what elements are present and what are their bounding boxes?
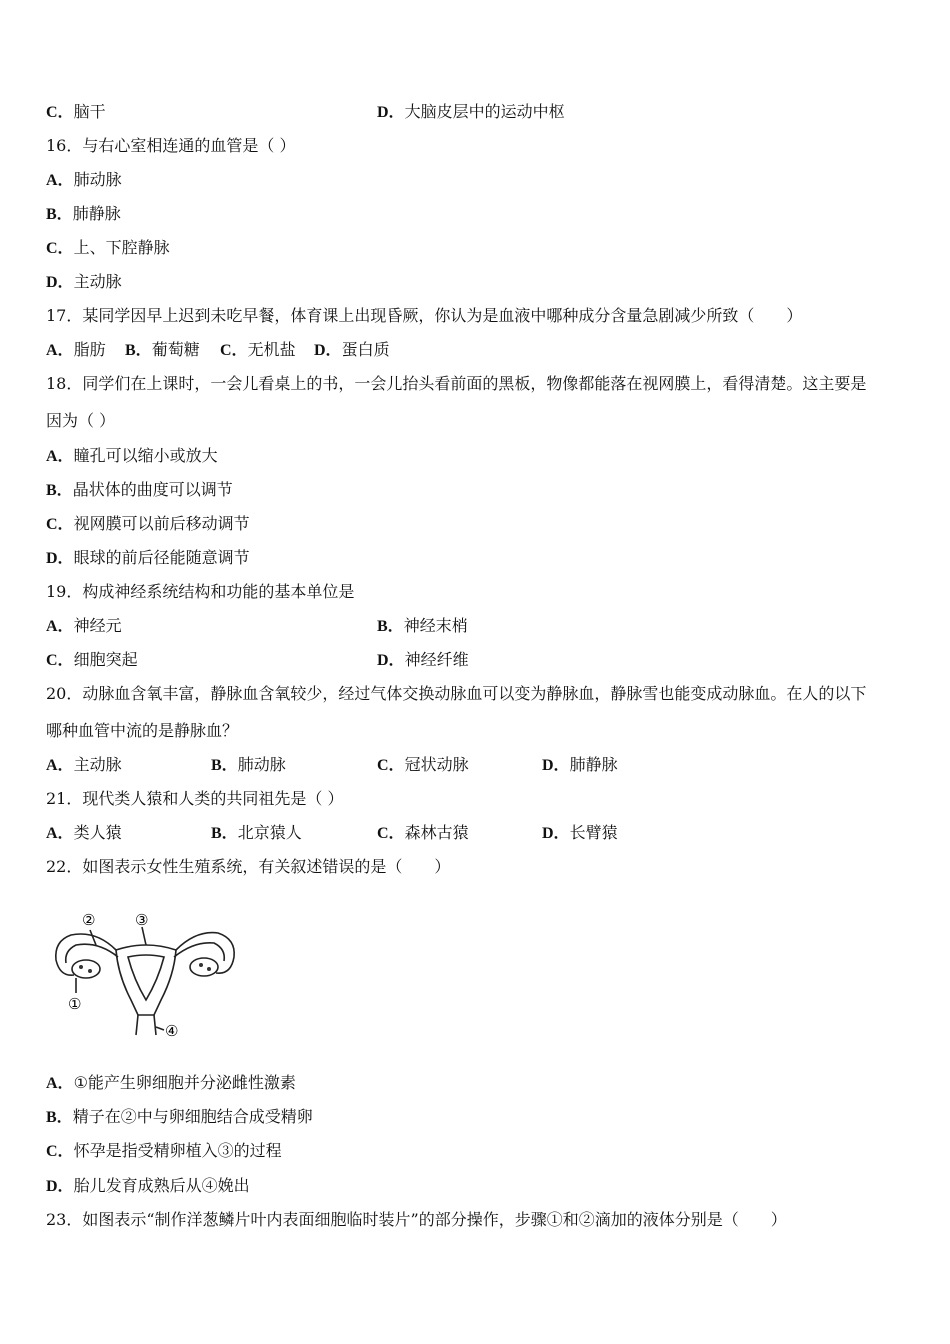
q19-option-d: D．神经纤维 xyxy=(377,650,469,669)
q20-option-c: C．冠状动脉 xyxy=(377,755,469,774)
left-fallopian-tube xyxy=(56,934,116,975)
q16-stem: 16．与右心室相连通的血管是（ ） xyxy=(46,136,296,155)
q21-stem: 21．现代类人猿和人类的共同祖先是（ ） xyxy=(46,789,344,808)
q20-option-b: B．肺动脉 xyxy=(211,755,286,774)
q16-option-c: C．上、下腔静脉 xyxy=(46,238,170,257)
ovary-dot xyxy=(88,969,92,973)
leader-line-4 xyxy=(156,1027,164,1030)
q21-option-d: D．长臂猿 xyxy=(542,823,618,842)
q15-option-c: C．脑干 xyxy=(46,102,106,121)
q22-option-c: C．怀孕是指受精卵植入③的过程 xyxy=(46,1141,282,1160)
right-ovary xyxy=(190,958,218,976)
q19-stem: 19．构成神经系统结构和功能的基本单位是 xyxy=(46,582,355,601)
q17-option-b: B．葡萄糖 xyxy=(125,340,200,359)
left-ovary xyxy=(72,960,100,978)
q18-stem-line2: 因为（ ） xyxy=(46,411,116,430)
q21-option-c: C．森林古猿 xyxy=(377,823,469,842)
leader-line-3 xyxy=(142,927,146,945)
q23-stem: 23．如图表示“制作洋葱鳞片叶内表面细胞临时装片”的部分操作，步骤①和②滴加的液体分别是（ ） xyxy=(46,1210,787,1229)
q22-option-d: D．胎儿发育成熟后从④娩出 xyxy=(46,1176,250,1195)
reproductive-organs-outline xyxy=(56,927,234,1035)
q19-option-a: A．神经元 xyxy=(46,616,122,635)
q16-option-b: B．肺静脉 xyxy=(46,204,121,223)
q22-option-a: A．①能产生卵细胞并分泌雌性激素 xyxy=(46,1073,296,1092)
q17-option-d: D．蛋白质 xyxy=(314,340,390,359)
q20-option-d: D．肺静脉 xyxy=(542,755,618,774)
q20-stem-line2: 哪种血管中流的是静脉血？ xyxy=(46,721,239,740)
diagram-label-2: ② xyxy=(82,911,96,929)
q21-option-a: A．类人猿 xyxy=(46,823,122,842)
q15-option-d: D．大脑皮层中的运动中枢 xyxy=(377,102,565,121)
q22-stem: 22．如图表示女性生殖系统，有关叙述错误的是（ ） xyxy=(46,857,451,876)
q16-option-a: A．肺动脉 xyxy=(46,170,122,189)
ovary-dot xyxy=(207,967,211,971)
diagram-label-1: ① xyxy=(68,995,82,1013)
q19-option-c: C．细胞突起 xyxy=(46,650,138,669)
q17-option-c: C．无机盐 xyxy=(220,340,296,359)
q18-option-a: A．瞳孔可以缩小或放大 xyxy=(46,446,218,465)
ovary-dot xyxy=(79,965,83,969)
right-fallopian-tube xyxy=(176,933,234,974)
q18-option-b: B．晶状体的曲度可以调节 xyxy=(46,480,233,499)
q22-option-b: B．精子在②中与卵细胞结合成受精卵 xyxy=(46,1107,313,1126)
q21-option-b: B．北京猿人 xyxy=(211,823,302,842)
q16-option-d: D．主动脉 xyxy=(46,272,122,291)
q17-option-a: A．脂肪 xyxy=(46,340,106,359)
diagram-label-3: ③ xyxy=(135,911,149,929)
leader-line-2 xyxy=(90,930,96,945)
q17-stem: 17．某同学因早上迟到未吃早餐，体育课上出现昏厥，你认为是血液中哪种成分含量急剧减少所致（ ） xyxy=(46,306,803,325)
female-reproductive-system-diagram xyxy=(46,905,246,1045)
vagina-outline xyxy=(136,1015,156,1035)
q18-option-c: C．视网膜可以前后移动调节 xyxy=(46,514,250,533)
diagram-label-4: ④ xyxy=(165,1022,179,1040)
q20-stem-line1: 20．动脉血含氧丰富，静脉血含氧较少，经过气体交换动脉血可以变为静脉血，静脉雪也能变成动脉血。在人的以下 xyxy=(46,684,867,703)
uterine-cavity xyxy=(128,955,164,1000)
ovary-dot xyxy=(199,963,203,967)
q18-stem-line1: 18．同学们在上课时，一会儿看桌上的书，一会儿抬头看前面的黑板，物像都能落在视网膜上，看得清楚。这主要是 xyxy=(46,374,867,393)
q20-option-a: A．主动脉 xyxy=(46,755,122,774)
q18-option-d: D．眼球的前后径能随意调节 xyxy=(46,548,250,567)
q19-option-b: B．神经末梢 xyxy=(377,616,468,635)
